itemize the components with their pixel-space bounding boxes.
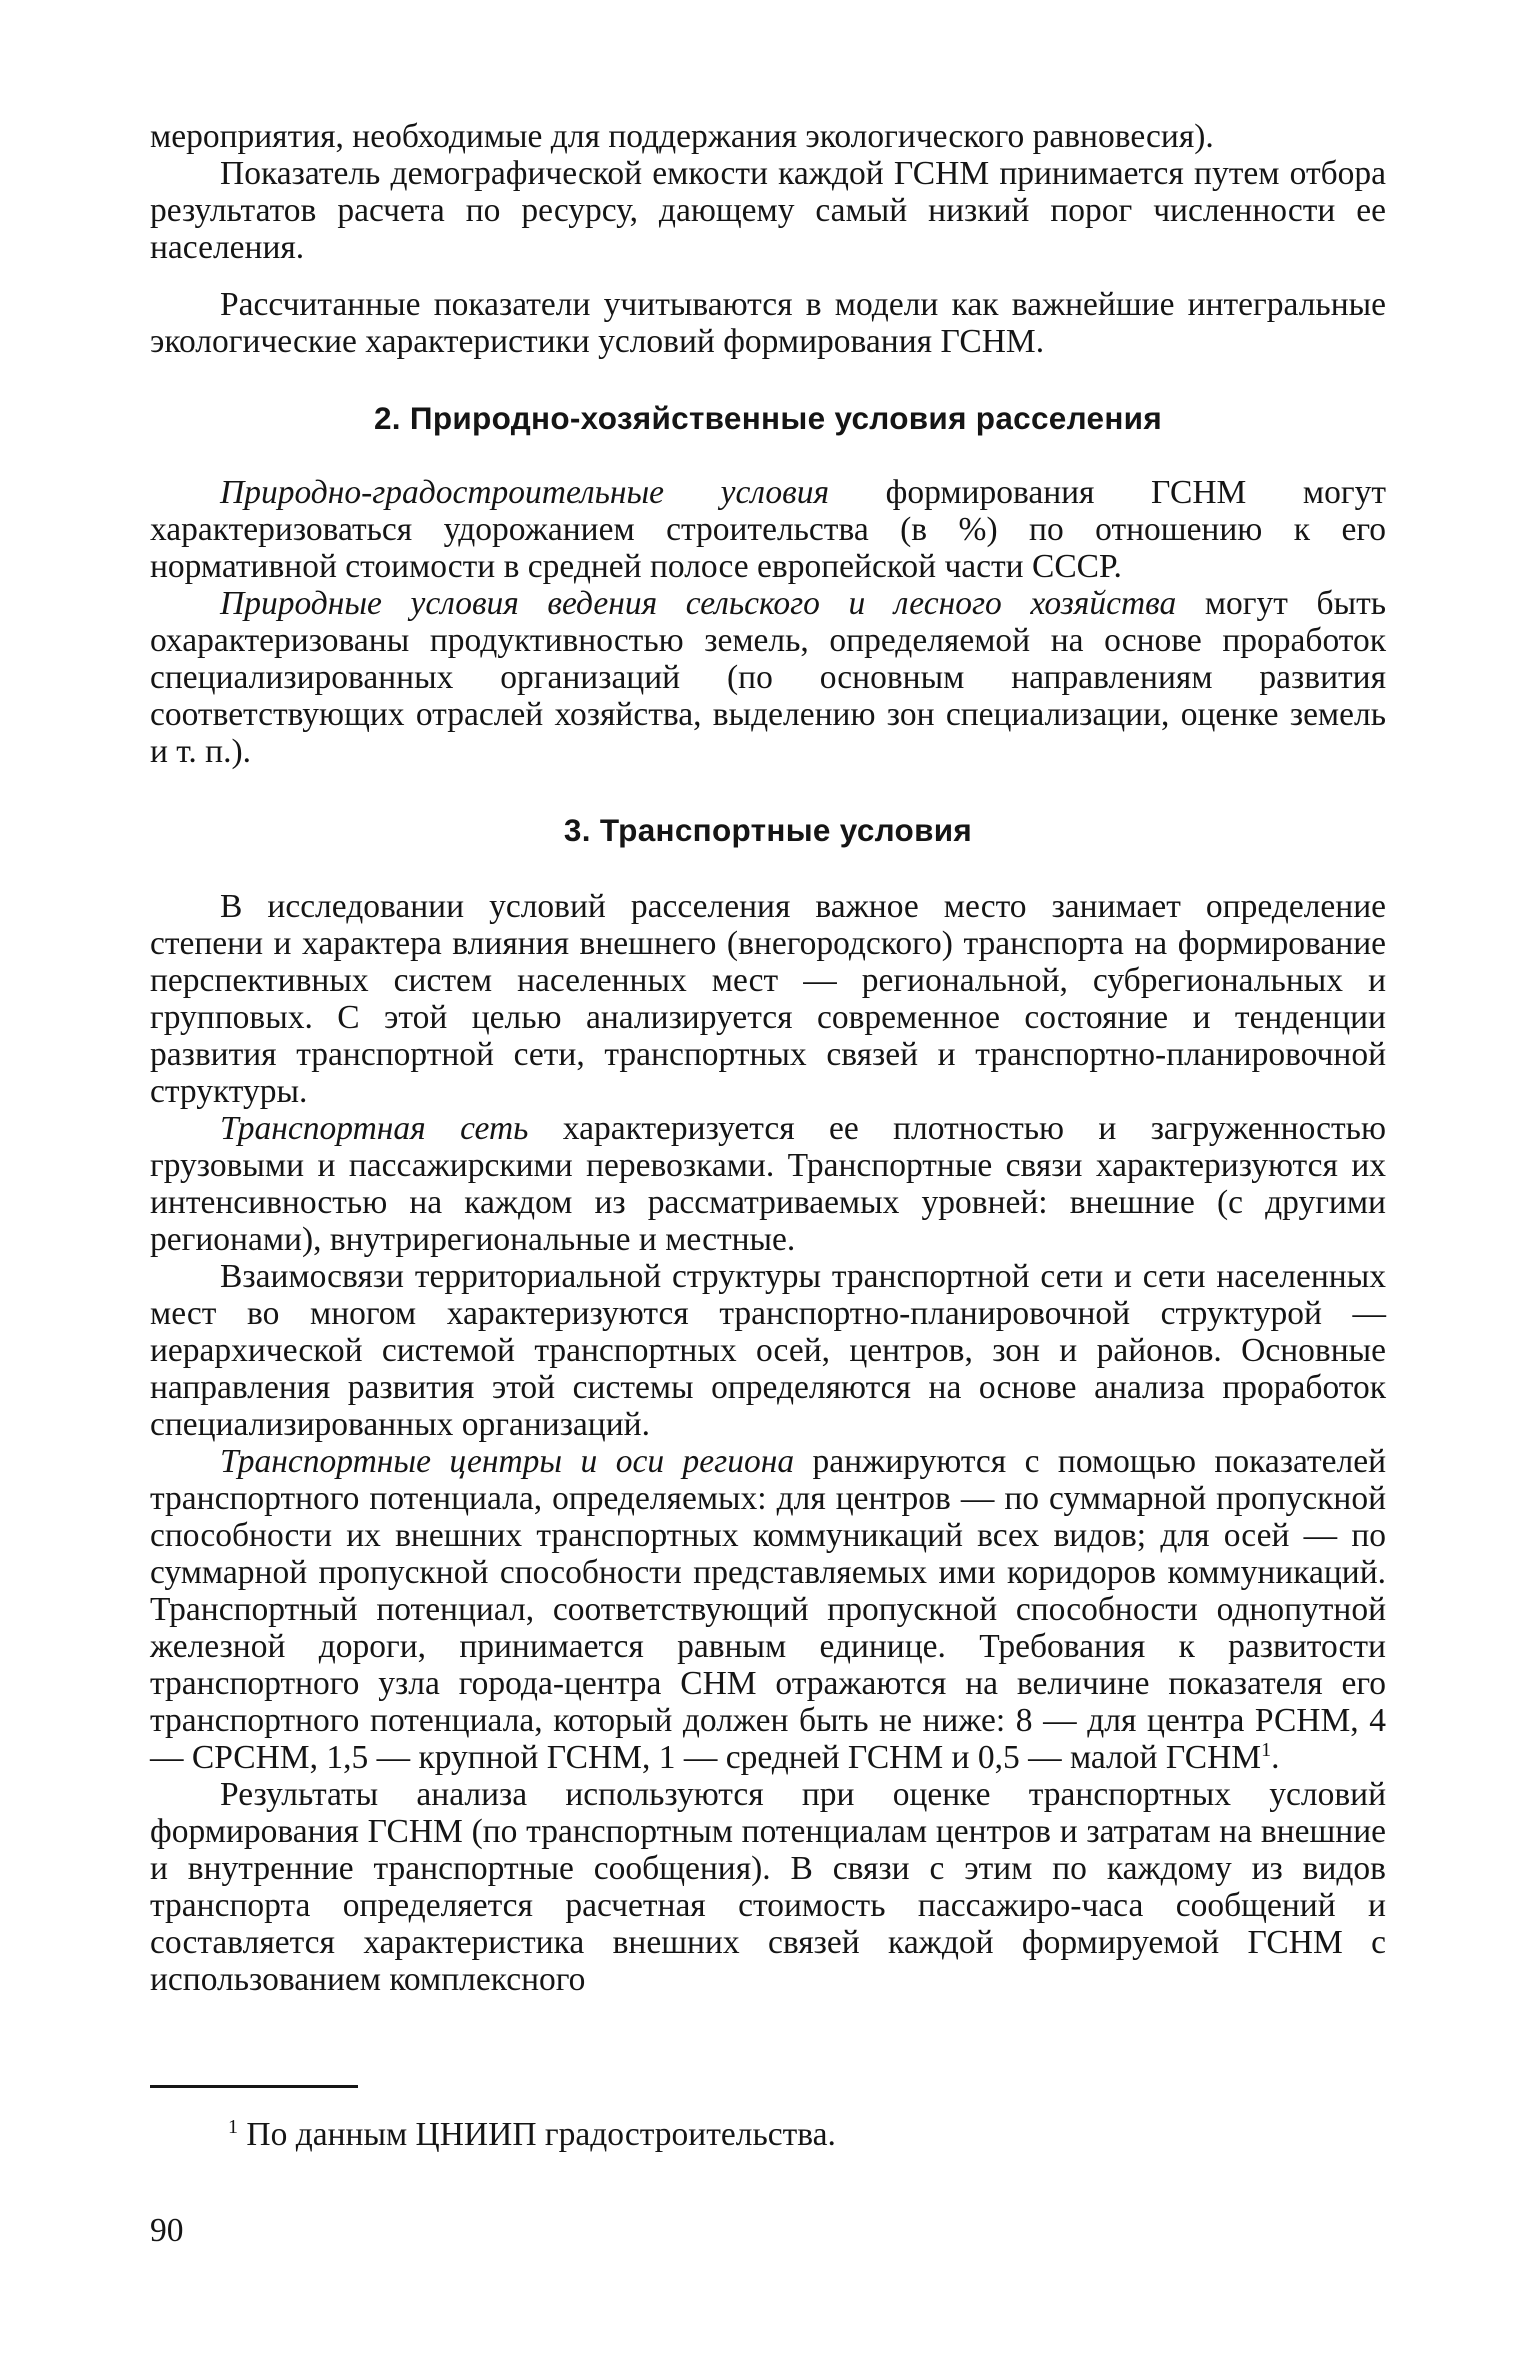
footnote-reference: 1 [1261,1738,1272,1761]
paragraph-text: . [1271,1739,1280,1776]
footnote [228,2116,836,2153]
body-paragraph: Результаты анализа используются при оценке транспортных условий формирования ГСНМ (по транспортным потенциалам центров и затратам на внешние и внутренние транспортные сообщения). В связи с этим по каждому из видов транспорта определяется расчетная стоимость пассажиро-часа сообщений и составляется характеристика внешних связей каждой формируемой ГСНМ с использованием комплексного [150,1776,1386,1998]
footnote-divider [150,2085,358,2088]
body-paragraph [150,1110,1386,1258]
footnote-text: По данным ЦНИИП градостроительства. [238,2116,836,2153]
body-paragraph [150,1443,1386,1776]
body-paragraph: В исследовании условий расселения важное место занимает определение степени и характера влияния внешнего (внегородского) транспорта на формирование перспективных систем населенных мест — региональной, субрегиональных и групповых. С этой целью анализируется современное состояние и тенденции развития транспортной сети, транспортных связей и транспортно-планировочной структуры. [150,888,1386,1110]
body-paragraph: мероприятия, необходимые для поддержания экологического равновесия). [150,118,1214,155]
section-heading: 3. Транспортные условия [563,812,973,848]
paragraph-text: ранжируются с помощью показателей транспортного потенциала, определяемых: для центров — по суммарной пропускной способности их внешних транспортных коммуникаций всех видов; для осей — по суммарной пропускной способности представляемых ими коридоров коммуникаций. Транспортный потенциал, соответствующий пропускной способности однопутной железной дороги, принимается равным единице. Требования к развитости транспортного узла города-центра СНМ отражаются на величине показателя его транспортного потенциала, который должен быть не ниже: 8 — для центра РСНМ, 4 — СРСНМ, 1,5 — крупной ГСНМ, 1 — средней ГСНМ и 0,5 — малой ГСНМ [150,1443,1386,1776]
italic-term: Природно-градостроительные условия [220,474,830,511]
body-paragraph: Рассчитанные показатели учитываются в модели как важнейшие интегральные экологические характеристики условий формирования ГСНМ. [150,286,1386,360]
italic-term: Транспортная сеть [220,1110,529,1147]
paragraph-text: характеризуется ее плотностью и загруженностью грузовыми и пассажирскими перевозками. Транспортные связи характеризуются их интенсивностью на каждом из рассматриваемых уровней: внешние (с другими регионами), внутрирегиональные и местные. [150,1110,1386,1258]
paragraph-text: могут быть охарактеризованы продуктивностью земель, определяемой на основе проработок специализированных организаций (по основным направлениям развития соответствующих отраслей хозяйства, выделению зон специализации, оценке земель и т. п.). [150,585,1386,770]
italic-term: Транспортные центры и оси региона [220,1443,795,1480]
body-paragraph: Показатель демографической емкости каждой ГСНМ принимается путем отбора результатов расчета по ресурсу, дающему самый низкий порог численности ее населения. [150,155,1386,266]
section-heading: 2. Природно-хозяйственные условия расселения [373,400,1163,436]
page-number: 90 [150,2212,184,2249]
italic-term: Природные условия ведения сельского и лесного хозяйства [220,585,1177,622]
body-paragraph: Взаимосвязи территориальной структуры транспортной сети и сети населенных мест во многом характеризуются транспортно-планировочной структурой — иерархической системой транспортных осей, центров, зон и районов. Основные направления развития этой системы определяются на основе анализа проработок специализированных организаций. [150,1258,1386,1443]
footnote-marker: 1 [228,2115,238,2138]
body-paragraph [150,585,1386,770]
paragraph-text: формирования ГСНМ могут характеризоваться удорожанием строительства (в %) по отношению к его нормативной стоимости в средней полосе европейской части СССР. [150,474,1386,585]
body-paragraph [150,474,1386,585]
